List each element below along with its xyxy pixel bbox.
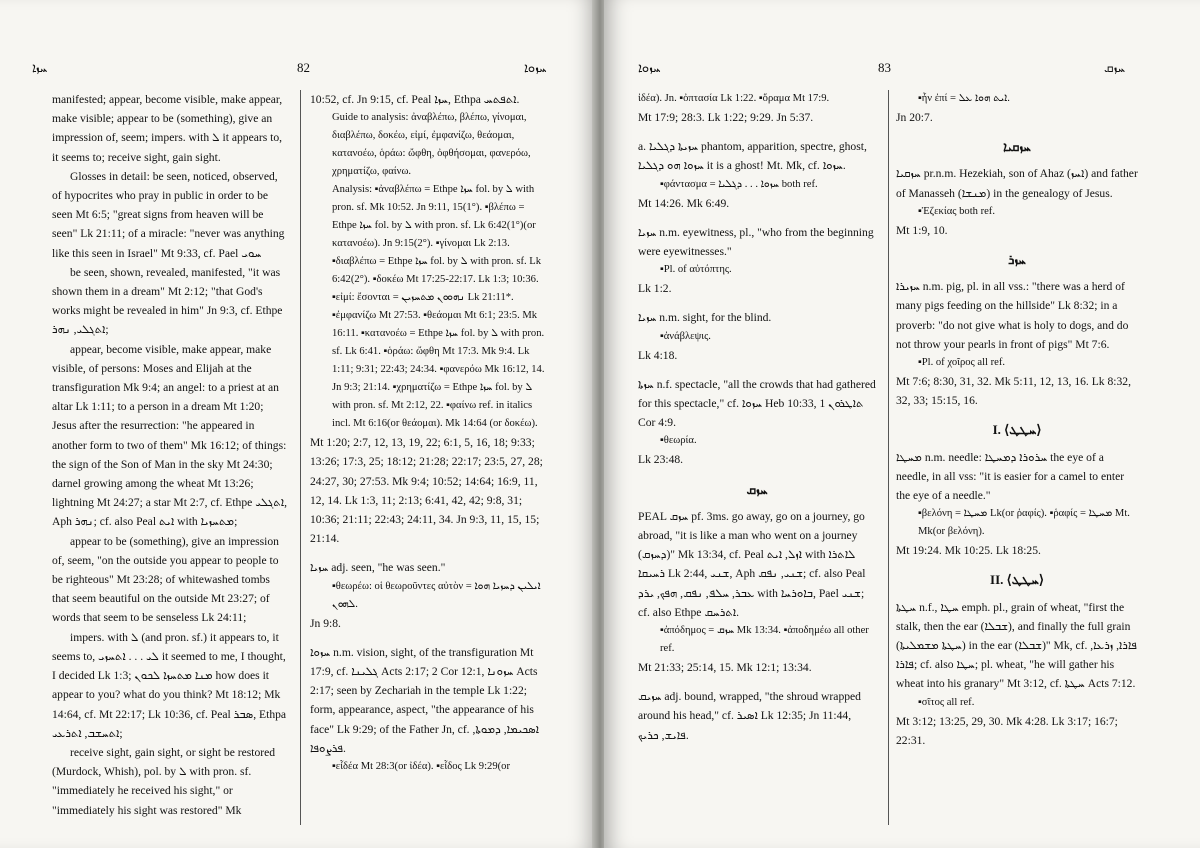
entry-text: 10:52, cf. Jn 9:15, cf. Peal ܚܙܐ, Ethpa ܐܬܦܬܚ. [310,93,520,106]
entry-text: receive sight, gain sight, or sight be restored (Murdock, Whish), pol. by ܠ with pron. sf. "immediately he received his sight," or "immediately his sight was restored" Mk [52,745,276,817]
left-header-left: ܚܙܐ [32,60,48,75]
right-header-left: ܚܙܘܐ [638,60,661,75]
root-heading: ܚܙܪ [1008,252,1026,268]
analysis-text: ▪σῖτος all ref. [918,696,975,708]
references: Mt 7:6; 8:30, 31, 32. Mk 5:11, 12, 13, 16. Lk 8:32, 32, 33; 15:15, 16. [896,375,1131,408]
right-column-2 [896,90,1138,750]
root-heading: I. ⟨ܚܛܛ⟩ [992,422,1042,438]
column-rule [300,90,301,825]
entry-text: impers. with ܠ (and pron. sf.) it appears to, it seems to, ܠܝ . . . ܐܬܚܙܝ it seemed to me, I thought, I decided Lk 1:3; ܡܢܐ ܡܬܚܙܐ ܠܟܘܢ how does it appear to you? what do you think? Mt 18:12; Mk 14:64, cf. Mt 22:17; Lk 10:36, cf. Peal ܣܒܪ, Ethpa ܐܬܚܫܒ, ܐܬܪܥܝ; [52,630,287,740]
references: Lk 1:2. [638,282,672,296]
entry-text: appear, become visible, make appear, make visible, of persons: Moses and Elijah at the transfiguration Mk 9:4; an angel: to a priest at an altar Lk 1:11; to a person in a dream Mt 1:20; Jesus after the resurrection: "he appeared in another form to two of them" Mk 16:12; of things: the sign of the Son of Man in the sky Mt 24:30; darnel growing among the wheat Mt 13:26; lightning Mt 24:27; a star Mt 2:7, cf. Ethpe ܐܬܓܠܝ, Aph ܢܗܪ; cf. also Peal ܐܝܬ with ܡܬܚܙܝܐ; [52,342,287,529]
entry-headword: ܚܛܬܐ n.f., ܚܛܐ emph. pl., grain of wheat, "first the stalk, then the ear (ܫܒܠܐ), and finally the full grain (ܚܛܬܐ ܡܫܡܠܝܬܐ) in the ear (ܫܒܠܐ)" Mk, cf. ܦܐܪܐ, ܙܪܥܐ, ܦܐܪܐ; cf. also ܚܛܐ; pl. wheat, "he will gather his wheat into his granary" Mt 3:12, cf. ܚܛܬܐ Acts 7:12. [896,600,1137,691]
root-heading: ܚܙܩܝܐ [1003,139,1031,155]
references: Mt 19:24. Mk 10:25. Lk 18:25. [896,544,1041,558]
entry-text: appear to be (something), give an impression of, seem, "on the outside you appear to people to be righteous" Mt 23:28; of whitewashed tombs that seem beautiful on the outside Mt 23:27; of words that seem to be senseless Lk 24:11; [52,534,279,625]
entry-headword: ܚܙܝܐ n.m. eyewitness, pl., "who from the beginning were eyewitnesses." [638,225,874,259]
analysis-text: ▪Pl. of αὐτόπτης. [660,264,732,276]
references: Jn 9:8. [310,616,341,630]
entry-headword: ܚܙܝܐ adj. seen, "he was seen." [310,561,446,575]
analysis-text: ▪Ἐζεκίας both ref. [918,205,995,217]
entry-headword: ܚܙܝܩ adj. bound, wrapped, "the shroud wrapped around his head," cf. ܐܣܝܪ Lk 12:35; Jn 11:44, ܦܐܝܫ, ܟܪܝܟ. [638,690,861,742]
analysis-text: ▪θεωρέω: οἱ θεωροῦντες αὐτὸν = ܐܝܠܝܢ ܕܚܙܝܐ ܗܘܐ ܠܗܘܢ. [332,580,541,610]
entry-headword: a. ܚܙܝܬܐ ܕܓܠܝܐ phantom, apparition, spectre, ghost, ܚܙܘܐ ܗܘ ܕܓܠܝܐ it is a ghost! Mt. Mk, cf. ܚܙܘܐ. [638,140,867,173]
analysis-guide: Guide to analysis: ἀναβλέπω, βλέπω, γίνομαι, διαβλέπω, δοκέω, εἰμί, ἐμφανίζω, θεάομαι, κατανοέω, ὁράω: ὤφθη, ὀφθήσομαι, φανερόω, χρηματίζω, φαίνω. [332,112,531,178]
entry-text: manifested; appear, become visible, make appear, make visible; appear to be (something), give an impression of, seem; impers. with ܠ it appears to, it seems to; receive sight, gain sight. [52,93,283,164]
root-heading: II. ⟨ܚܛܛ⟩ [990,572,1044,588]
left-column-2 [310,90,548,776]
analysis-text: ▪ἦν ἐπί = ܐܝܬ ܗܘܐ ܥܠ. [918,93,1010,104]
references: Mt 3:12; 13:25, 29, 30. Mk 4:28. Lk 3:17; 16:7; 22:31. [896,714,1118,747]
analysis-text: ▪Pl. of χοῖρος all ref. [918,357,1006,369]
references: Lk 4:18. [638,348,678,362]
analysis-text: ▪θεωρία. [660,435,697,447]
analysis-text: ▪εἶδέα Mt 28:3(or ἰδέα). ▪εἶδος Lk 9:29(or [332,761,510,773]
references: Mt 17:9; 28:3. Lk 1:22; 9:29. Jn 5:37. [638,111,814,124]
entry-headword: ܡܚܛܐ n.m. needle: ܚܪܘܪܐ ܕܡܚܛܐ the eye of a needle, in all vss: "it is easier for a camel to enter the eye of a needle." [896,450,1125,503]
right-header-right: ܚܙܩ [1104,60,1126,75]
analysis-text: ▪ἀπόδημος = ܚܙܩ Mk 13:34. ▪ἀποδημέω all other ref. [660,625,869,655]
entry-headword: ܚܙܬܐ n.f. spectacle, "all the crowds that had gathered for this spectacle," cf. ܚܙܘܐ Heb 10:33, ܬܐܛܪܘܢ 1 Cor 4:9. [638,377,876,430]
references: Mt 21:33; 25:14, 15. Mk 12:1; 13:34. [638,661,812,675]
entry-headword: ܚܙܝܐ n.m. sight, for the blind. [638,311,772,325]
left-column-1 [52,90,290,820]
entry-headword: PEAL ܚܙܩ pf. 3ms. go away, go on a journey, go abroad, "it is like a man who went on a journey (ܕܚܙܩ)" Mk 13:34, cf. Peal ܐܙܠ, ܐܝܬ with ܠܐܬܪܐ ܪܚܝܩܐ Lk 2:44, ܫܢܝ, Aph ܫܢܝ, ܢܦܩ; cf. also Peal ܥܒܪ, ܚܠܦ, ܢܦܩ, ܗܦܟ, ܝܪܕ with ܒܐܘܪܚܐ, Pael ܫܢܝ; cf. also Ethpe ܐܬܪܚܩ. [638,509,866,619]
entry-headword: ܚܙܘܐ n.m. vision, sight, of the transfiguration Mt 17:9, cf. ܓܠܝܢܐ Acts 2:17; 2 Cor 12:1, ܚܙܘܢܐ Acts 2:17; seen by Zechariah in the temple Lk 1:22; form, appearance, aspect, "the appearance of his face" Lk 9:29; of the Father Jn, cf. ܐܣܟܝܡܐ, ܕܡܘܬܐ, ܦܪܨܘܦܐ. [310,645,539,755]
root-heading: ܚܙܩ [746,481,768,497]
right-column-1 [638,90,876,745]
entry-headword: ܚܙܝܪܐ n.m. pig, pl. in all vss.: "there was a herd of many pigs feeding on the hillside" Lk 8:32; in a proverb: "do not give what is holy to dogs, and do not throw your pearls in front of pigs" Mt 7:6. [896,280,1129,351]
references: Mt 1:20; 2:7, 12, 13, 19, 22; 6:1, 5, 16, 18; 9:33; 13:26; 17:3, 25; 18:12; 21:28; 22:17; 23:5, 27, 28; 24:27, 30; 27:53. Mk 9:4; 10:52; 14:64; 16:9, 11, 12, 14. Lk 1:3, 11; 2:13; 6:41, 42, 42; 9:8, 31; 10:36; 21:11; 22:43; 24:11, 34. Jn 9:3, 11, 15, 15; 21:14. [310,436,543,546]
references: Lk 23:48. [638,453,684,467]
references: Mt 1:9, 10. [896,223,948,237]
analysis-text: ▪ἀνάβλεψις. [660,330,711,342]
references: Mt 14:26. Mk 6:49. [638,196,730,210]
analysis-text: ἰδέα). Jn. ▪ὀπτασία Lk 1:22. ▪ὅραμα Mt 17:9. [638,93,830,104]
left-page [0,0,596,848]
right-page [604,0,1200,848]
entry-text: be seen, shown, revealed, manifested, "it was shown them in a dream" Mt 2:12; "that God's works might be revealed in him" Jn 9:3, cf. Ethpe ܐܬܓܠܝ, ܢܗܪ; [52,265,283,337]
left-page-number: 82 [297,60,310,75]
references: Jn 20:7. [896,111,933,124]
right-page-number: 83 [878,60,891,75]
analysis-text: Analysis: ▪ἀναβλέπω = Ethpe ܚܙܐ fol. by ܠ with pron. sf. Mk 10:52. Jn 9:11, 15(1°). ▪βλέπω = Ethpe ܚܙܐ fol. by ܠ with pron. sf. Lk 6:42(1°)(or κατανοέω). Jn 9:15(2°). ▪γίνομαι Lk 2:13. ▪διαβλέπω = Ethpe ܚܙܐ fol. by ܠ with pron. sf. Lk 6:42(2°). ▪δοκέω Mt 17:25-22:17. Lk 1:3; 10:36. ▪εἰμί: ἔσονται = ܢܗܘܘܢ ܡܬܚܙܝܢ Lk 21:11*. ▪ἐμφανίζω Mt 27:53. ▪θεάομαι Mt 6:1; 23:5. Mk 16:11. ▪κατανοέω = Ethpe ܚܙܐ fol. by ܠ with pron. sf. Lk 6:41. ▪ὁράω: ὤφθη Mt 17:3. Mk 9:4. Lk 1:11; 9:31; 22:43; 24:34. ▪φανερόω Mk 16:12, 14. Jn 9:3; 21:14. ▪χρηματίζω = Ethpe ܚܙܐ fol. by ܠ with pron. sf. Mt 2:12, 22. ▪φαίνω ref. in italics incl. Mt 6:16(or θεάομαι). Mk 14:64 (or δοκέω). [332,184,545,430]
analysis-text: ▪βελόνη = ܡܚܛܐ Lk(or ῥαφίς). ▪ῥαφίς = ܡܚܛܐ Mt. Mk(or βελόνη). [918,508,1130,538]
entry-text: Glosses in detail: be seen, noticed, observed, of hypocrites who pray in public in order to be seen Mt 6:5; "great signs from heaven will be seen" Lk 21:11; of a miracle: "never was anything like this seen in Israel" Mt 9:33, cf. Pael ܚܘܝ [52,169,285,260]
left-header-right: ܚܙܘܐ [524,60,547,75]
analysis-text: ▪φάντασμα = ܚܙܘܐ . . . ܕܓܠܝܐ both ref. [660,178,818,190]
column-rule [888,90,889,825]
entry-headword: ܚܙܩܝܐ pr.n.m. Hezekiah, son of Ahaz (ܐܚܙ) and father of Manasseh (ܡܢܫܐ) in the genealogy of Jesus. [896,167,1138,200]
